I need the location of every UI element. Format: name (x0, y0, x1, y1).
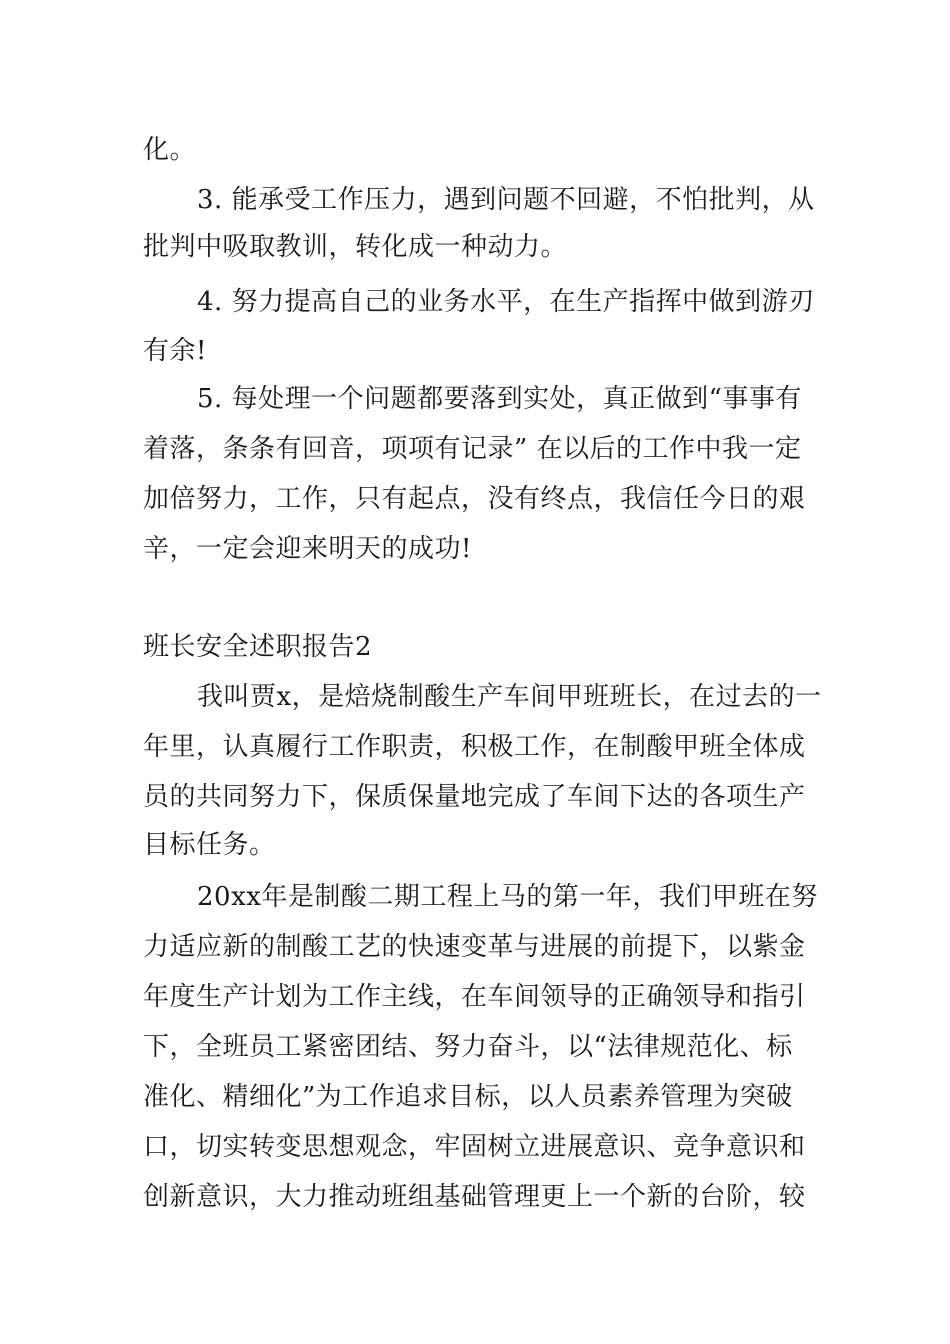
text-line: 3. 能承受工作压力，遇到问题不回避，不怕批判，从 (197, 185, 815, 215)
text-line: 目标任务。 (143, 830, 276, 860)
text-line: 加倍努力，工作，只有起点，没有终点，我信任今日的艰 (143, 484, 806, 514)
text-line: 4. 努力提高自己的业务水平，在生产指挥中做到游刃 (197, 287, 815, 317)
text-line: 辛，一定会迎来明天的成功! (143, 534, 472, 564)
text-line: 员的共同努力下，保质保量地完成了车间下达的各项生产 (143, 782, 806, 812)
text-line: 着落，条条有回音，项项有记录” 在以后的工作中我一定 (143, 434, 802, 464)
text-line: 我叫贾x，是焙烧制酸生产车间甲班班长，在过去的一 (197, 682, 822, 712)
text-line: 力适应新的制酸工艺的快速变革与进展的前提下，以紫金 (143, 932, 806, 962)
text-line: 准化、精细化”为工作追求目标，以人员素养管理为突破 (143, 1082, 793, 1112)
text-line: 年里，认真履行工作职责，积极工作，在制酸甲班全体成 (143, 732, 806, 762)
section-heading: 班长安全述职报告2 (143, 632, 373, 662)
text-line: 年度生产计划为工作主线，在车间领导的正确领导和指引 (143, 982, 806, 1012)
text-line: 批判中吸取教训，转化成一种动力。 (143, 232, 568, 262)
text-line: 化。 (143, 135, 197, 165)
text-line: 有余! (143, 336, 207, 366)
text-line: 创新意识，大力推动班组基础管理更上一个新的台阶，较 (143, 1182, 806, 1212)
text-line: 下，全班员工紧密团结、努力奋斗，以“法律规范化、标 (143, 1032, 793, 1062)
text-line: 20xx年是制酸二期工程上马的第一年，我们甲班在努 (197, 882, 818, 912)
text-line: 5. 每处理一个问题都要落到实处，真正做到“事事有 (197, 384, 802, 414)
text-line: 口，切实转变思想观念，牢固树立进展意识、竞争意识和 (143, 1132, 806, 1162)
